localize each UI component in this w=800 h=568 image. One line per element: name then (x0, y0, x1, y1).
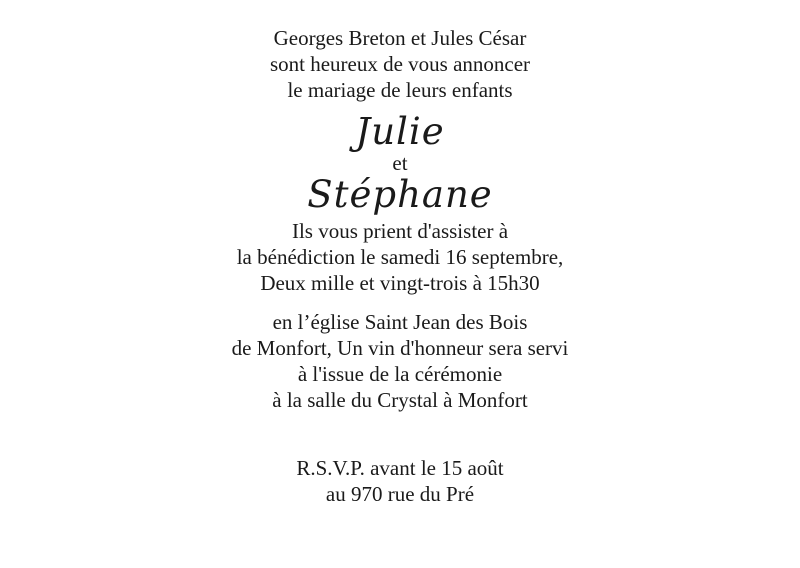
venue-block (0, 309, 800, 413)
groom-name: Stéphane (307, 173, 493, 216)
intro-line-3: le mariage de leurs enfants (287, 78, 513, 102)
ceremony-line-1: Ils vous prient d'assister à (291, 219, 509, 243)
intro-block (0, 25, 800, 103)
intro-line-2: sont heureux de vous annoncer (269, 52, 531, 76)
bride-name: Julie (355, 110, 445, 153)
rsvp-line-2: au 970 rue du Pré (325, 482, 475, 506)
ceremony-block (0, 218, 800, 296)
names-block (0, 111, 800, 215)
venue-line-2: de Monfort, Un vin d'honneur sera servi (231, 336, 569, 360)
rsvp-line-1: R.S.V.P. avant le 15 août (296, 456, 504, 480)
intro-line-1: Georges Breton et Jules César (273, 26, 527, 50)
names-conjunction: et (392, 151, 408, 175)
ceremony-line-2: la bénédiction le samedi 16 septembre, (236, 245, 564, 269)
venue-line-4: à la salle du Crystal à Monfort (272, 388, 528, 412)
venue-line-1: en l’église Saint Jean des Bois (272, 310, 528, 334)
rsvp-block (0, 455, 800, 507)
ceremony-line-3: Deux mille et vingt-trois à 15h30 (260, 271, 540, 295)
venue-line-3: à l'issue de la cérémonie (297, 362, 503, 386)
